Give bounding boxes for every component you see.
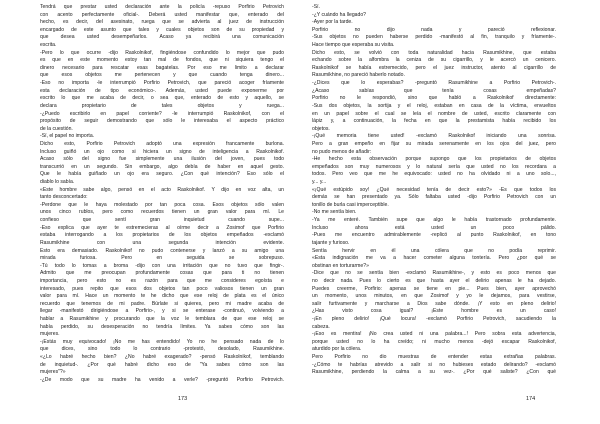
text-line: -Ayer por la tarde.: [312, 19, 353, 26]
right-page-number: 174: [526, 396, 536, 402]
text-line: recuerdo que tenemos de mi padre. Búrlate si quieres, pero mi madre acaba de: [40, 300, 284, 307]
text-line: de la cuestión.: [40, 125, 73, 132]
text-line: había perdido, su desesperación no tendría límites. Ya sabes cómo son las: [40, 323, 284, 330]
left-page-number: 173: [178, 396, 188, 402]
text-line: -¿Y cuándo ha llegado?: [312, 11, 366, 18]
left-page: [40, 0, 284, 424]
text-line: importancia, pero esto no es razón para que me consideres egoísta e: [40, 277, 284, 284]
text-line: lápiz y, a continuación, la fecha en que la prestamista había recibido los: [312, 118, 556, 125]
right-page-text: [312, 4, 556, 377]
text-line: Puedes creerme, Porfirio: apenas se tiene en pie... Pues bien, ayer aprovechó: [312, 285, 556, 292]
text-line: empeñados son muy numerosos y lo natural sería que usted no los recordara a: [312, 163, 556, 170]
text-line: obstinan en torturarme?»: [312, 262, 369, 269]
text-line: Raskolnikof se había estremecido, pero el juez instructor, atento al cigarrillo de: [312, 64, 556, 71]
text-line: -Dice que no se sentía bien -exclamó Rasumikhine-, y esto es poco menos que: [312, 270, 556, 277]
text-line: que desea usted desempeñarlos. Acaso ya recibirá una comunicación: [40, 34, 284, 41]
text-line: propósito de seguir demostrando que sólo le interesaba el aspecto práctico: [40, 118, 284, 125]
text-line: «¿Lo habré hecho bien? ¿No habré exagerado? -pensó Raskolnikof, temblando: [40, 354, 284, 361]
text-line: -No me sentía bien.: [312, 209, 357, 216]
text-line: valor para mí. Hace un momento te he dicho que ese reloj de plata es el único: [40, 293, 284, 300]
text-line: Dicho esto, Porfirio Petrovich adoptó una expresión francamente burlona.: [40, 140, 284, 147]
text-line: aturdido por la cólera.: [312, 346, 362, 353]
text-line: -Tú todo lo tomas a broma -dijo con una irritación que no tuvo que fingir-.: [40, 262, 284, 269]
text-line: tonillo de burla casi imperceptible.: [312, 201, 389, 208]
text-line: -He hecho esta observación porque supongo que los propietarios de objetos: [312, 156, 556, 163]
text-line: «Esta indignación me va a hacer cometer alguna tontería. Pero ¿por qué se: [312, 255, 556, 262]
text-line: Sentía hervir en él una cólera que no podía reprimir.: [312, 247, 556, 254]
text-line: Rasumikhine con una segunda intención evidente.: [40, 239, 284, 246]
text-line: que esos objetos me pertenecen y que cuando tenga dinero...: [40, 72, 284, 79]
text-line: Hace tiempo que esperaba su visita.: [312, 42, 395, 49]
text-line: Incluso guiñó un ojo como si hiciera un signo de inteligencia a Raskolnikof.: [40, 148, 284, 155]
text-line: -¿Cómo te habrías atrevido a salir si no hubieses estado delirando? -exclamó: [312, 361, 556, 368]
text-line: -¡Eso es mentira! ¡No crea usted ni una palabra...! Pero sobra esta advertencia,: [312, 331, 556, 338]
text-line: -¡Estás muy equivocado! ¡No me has entendido! Yo no he pensado nada de lo: [40, 338, 284, 345]
text-line: Acaso sólo del signo fue simplemente una ilusión del joven, pues todo: [40, 156, 284, 163]
text-line: ¿Has visto cosa igual? ¡Este hombre es un caso!: [312, 308, 556, 315]
right-page: [312, 0, 556, 424]
text-line: es que en este momento estoy tan mal de fondos, que ni siquiera tengo el: [40, 57, 284, 64]
text-line: -Sí.: [312, 4, 320, 10]
text-line: Rasumikhine, no pareció haberlo notado.: [312, 72, 405, 79]
text-line: «Este hombre sabe algo, pensó en el acto Raskolnikof. Y dijo en voz alta, un: [40, 186, 284, 193]
text-line: hablar a Rasumikhine y procurando que la voz le temblara de que ese reloj se: [40, 315, 284, 322]
text-line: tanto desconcertado:: [40, 194, 88, 201]
text-line: porque usted no lo ha creído; ni mucho menos -dejó escapar Raskolnikof,: [312, 338, 556, 345]
text-line: Tendrá que prestar usted declaración ante la policía -repuso Porfirio Petrovich: [40, 4, 284, 10]
text-line: escrito lo que me acaba de decir, o sea que, enterado de esto y aquello, se: [40, 95, 284, 102]
text-line: «¡Qué estúpido soy! ¿Qué necesidad tenía de decir esto?» -Es que todos los: [312, 186, 556, 193]
text-line: mujeres.: [40, 331, 60, 338]
text-line: Rasumikhine, perdiendo la calma a su vez-. ¿Por qué saliste? ¿Con qué: [312, 369, 556, 376]
text-line: estaba interrogando a los propietarios de los objetos empeñados -exclamó: [40, 232, 284, 239]
text-line: Porfirio no dijo nada y pareció reflexionar.: [312, 26, 556, 33]
left-page-text: [40, 4, 284, 384]
text-line: salir furtivamente y marcharse a Dios sabe dónde. ¡Y esto en pleno delirio!: [312, 300, 556, 307]
text-line: -¿Puedo escribirlo en papel corriente? -le interrumpió Raskolnikof, con el: [40, 110, 284, 117]
text-line: Admito que me preocupan profundamente cosas que para ti no tienen: [40, 270, 284, 277]
text-line: escrita.: [40, 42, 57, 49]
text-line: tajante y furioso.: [312, 239, 350, 246]
text-line: -Sus dos objetos, la sortija y el reloj, estaban en casa de la víctima, envueltos: [312, 102, 556, 109]
text-line: Esto era demasiado. Raskolnikof no pudo contenerse y lanzó a su amigo una: [40, 247, 284, 254]
text-line: llegar -manifestó dirigiéndose a Porfirio-, y si se enterase -continuó, volviendo a: [40, 308, 284, 315]
text-line: Pero Porfirio no dio muestras de entender estas extrañas palabras.: [312, 354, 556, 361]
text-line: no decir nada. Pues lo cierto es que hasta ayer el delirio apenas le ha dejado.: [312, 277, 556, 284]
text-line: -¡Qué memoria tiene usted! -exclamó Raskolnikof iniciando una sonrisa.: [312, 133, 556, 140]
text-line: Porfirio no le respondió, sino que habló a Raskolnikof directamente:: [312, 95, 556, 102]
text-line: que dices, sino todo lo contrario -protestó, desolado, Rasumikhine.: [40, 346, 284, 353]
text-line: confieso que sentí gran inquietud cuando supe...: [40, 217, 284, 224]
text-line: mirada furiosa. Pero en seguida se sobrepuso.: [40, 255, 284, 262]
text-line: esta declaración de tipo económico-. Además, usted puede exponerme por: [40, 87, 284, 94]
text-line: -¿De modo que su madre ha venido a verle? -preguntó Porfirio Petrovich.: [40, 376, 284, 383]
text-line: y... y...: [312, 179, 327, 186]
text-line: echando sobre la alfombra la ceniza de su cigarrillo, y le acercó un cenicero.: [312, 57, 556, 64]
text-line: diablo lo sabía.: [40, 179, 75, 186]
text-line: todos. Pero veo que me he equivocado: usted no ha olvidado ni a uno solo...,: [312, 171, 556, 178]
text-line: -Eso no importa -le interrumpió Porfirio Petrovich, que pareció acoger fríamente: [40, 80, 284, 87]
text-line: demás se han presentado ya. Sólo faltaba usted -dijo Porfirio Petrovich con un: [312, 194, 556, 201]
text-line: -Pero lo que ocurre -dijo Raskolnikof, fingiéndose confundido lo mejor que pudo: [40, 49, 284, 56]
text-line: declara propietario de tales objetos y ruega...: [40, 102, 284, 109]
text-line: un momento, unos minutos, en que Zosimof y yo le dejamos, para vestirse,: [312, 293, 556, 300]
text-line: Que le había guiñado un ojo era seguro. ¿Con qué intención? Eso sólo el: [40, 171, 284, 178]
text-line: -Eso explica que ayer te estremecieras al oírme decir a Zosimof que Porfirio: [40, 224, 284, 231]
text-line: -¡En pleno delirio! ¡Qué locura! -exclamó Porfirio Petrovich, sacudiendo la: [312, 315, 556, 322]
text-line: en un papel sobre el cual se leía el nombre de usted, escrito claramente con: [312, 110, 556, 117]
text-line: cabeza.: [312, 323, 330, 330]
text-line: Dicho esto, se volvió con toda naturalidad hacia Rasumikhine, que estaba: [312, 49, 556, 56]
text-line: interesado, pues repito que esos dos objetos tan poco valiosos tienen un gran: [40, 285, 284, 292]
text-line: transcurrió en un segundo. Sin embargo, algo debía de haber en aquel gesto.: [40, 163, 284, 170]
text-line: Incluso ahora está usted un poco pálido.: [312, 224, 556, 231]
text-line: -Sus objetos no pueden haberse perdido -manifestó al fin, tranquilo y fríamente-.: [312, 34, 556, 41]
text-line: -Ya me enteré. También supe que algo le había trastornado profundamente.: [312, 217, 556, 224]
text-line: -Pues me encuentro admirablemente -replicó al punto Raskolnikof, en tono: [312, 232, 556, 239]
text-line: -Sí, el papel no importa.: [40, 133, 95, 140]
text-line: Pero a gran empeño en fijar su mirada serenamente en los ojos del juez, pero: [312, 140, 556, 147]
text-line: hecho, es decir, del asesinato, ruega que se advierta al juez de instrucción: [40, 19, 284, 26]
text-line: unos cinco rublos, pero como recuerdos tienen un gran valor para mí. Le: [40, 209, 284, 216]
text-line: ¿Acaso sabías que tenía cosas empeñadas?: [312, 87, 556, 94]
text-line: -Perdone que le haya molestado por tan poca cosa. Esos objetos sólo valen: [40, 201, 284, 208]
text-line: objetos.: [312, 125, 330, 132]
text-line: -¿Dices que lo esperabas? -preguntó Rasumikhine a Porfirio Petrovich-.: [312, 80, 556, 87]
text-line: encargado de este asunto que tales y cuales objetos son de su propiedad y: [40, 26, 284, 33]
text-line: mujeres"?»: [40, 369, 66, 376]
text-line: dinero necesario para rescatar esas bagatelas. Por eso me limito a declarar: [40, 64, 284, 71]
text-line: de inquietud-. ¿Por qué habré dicho eso de "Ya sabes cómo son las: [40, 361, 284, 368]
text-line: con acento perfectamente oficial-. Deberá usted manifestar que, enterado del: [40, 11, 284, 18]
text-line: no pudo menos de añadir:: [312, 148, 372, 155]
